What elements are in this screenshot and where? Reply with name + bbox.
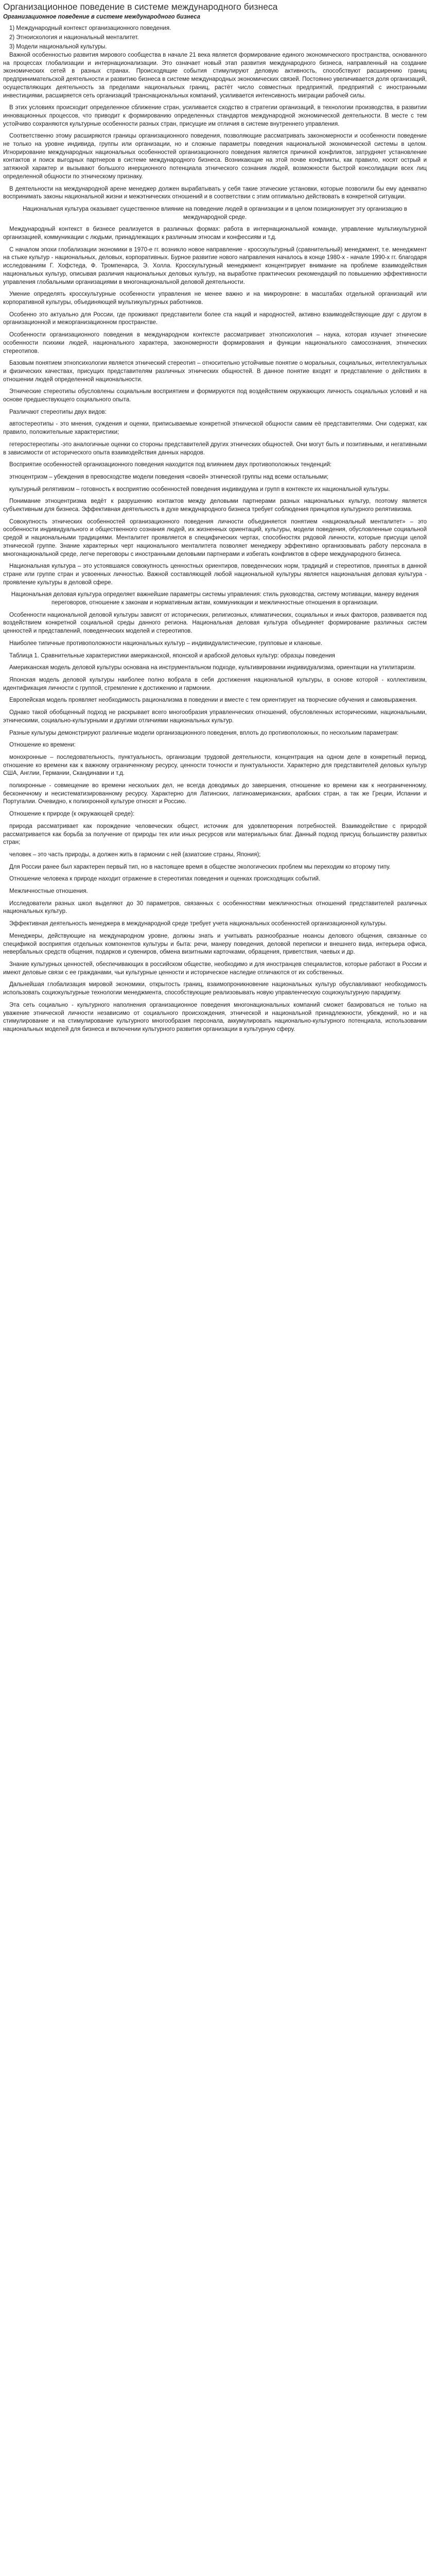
body-paragraph: Дальнейшая глобализация мировой экономики, открытость границ, взаимопроникновение национальных культур обуславливают необходимость использовать социокультурные технологии менеджмента, способствующие реализовывать новую управленческую социокультурную парадигму. — [3, 981, 427, 996]
body-paragraph: Эта сеть социально - культурного наполнения организационное поведения многонациональных компаний сможет базироваться не только на уважение этнической личности независимо от социального происхождения, этнической и национальной принадлежности, убеждений, но и на стимулирование и на стимулирование культурного многообразия персонала, аккумулировать национально-культурного потенциала, использовании национальных моделей для бизнеса и включении культурного развития организации в культурную сферу. — [3, 1002, 427, 1032]
outline-item: 1) Международный контекст организационного поведения. — [9, 25, 171, 31]
body-paragraph: Менеджеры, действующие на международном уровне, должны знать и учитывать разнообразные нюансы делового общения, связанные со спецификой восприятия отдельных компонентов культуры и быта: речи, манеру поведения, деловой переписки и внешнего вида, интерьера офиса, невербальных средств общения, подарков и сувениров, обмена визитными карточками, обращения, приветствия, чаевых и др. — [3, 933, 427, 956]
body-paragraph: гетеростереотипы -это аналогичные оценки со стороны представителей других этнических общностей. Они могут быть и позитивными, и негативными в зависимости от исторического опыта взаимодействия данных народов. — [3, 441, 427, 456]
body-paragraph: Межличностные отношения. — [9, 888, 88, 895]
body-paragraph: автостереотипы - это мнения, суждения и оценки, приписываемые конкретной этнической общности самим её представителями. Они содержат, как правило, положительные характеристики; — [3, 421, 427, 436]
body-paragraph: человек – это часть природы, а должен жить в гармонии с ней (азиатские страны, Япония); — [9, 851, 261, 858]
body-paragraph: Особенности организационного поведения в международном контексте рассматривает этнопсихология – наука, которая изучает этнические особенности психики людей, национального характера, закономерности формирования и функции национального самосознания, этнических стереотипов. — [3, 332, 427, 354]
body-paragraph: Базовым понятием этнопсихологии является этнический стереотип – относительно устойчивые понятие о моральных, социальных, интеллектуальных и физических качествах, присущих представителям различных этнических общностей. В данное понятие входят и представление о действиях в отношении людей определенной национальности. — [3, 360, 427, 383]
body-paragraph: В деятельности на международной арене менеджер должен вырабатывать у себя такие этические установки, которые позволили бы ему адекватно воспринимать законы национальной жизни и межэтнических отношений и в соответствии с этим оптимально действовать в конкретной ситуации. — [3, 185, 427, 200]
outline-item: 3) Модели национальной культуры. — [9, 44, 107, 50]
body-paragraph: Умение определять кросскультурные особенности управления не менее важно и на микроуровне: в масштабах отдельной организаций или корпоративной культуры, объединяющей мультикультурных работников. — [3, 291, 427, 306]
body-paragraph: Японская модель деловой культуры наиболее полно вобрала в себя достижения национальной культуры, в основе которой - коллективизм, идентификация личности с группой, стремление к достижению и гармонии. — [3, 677, 427, 691]
body-paragraph: Однако такой обобщенный подход не раскрывает всего многообразия управленческих отношений, обусловленных историческими, национальными, этническими, социально-культурными и другими отличиями национальных культур. — [3, 709, 427, 724]
outline-item: 2) Этноискология и национальный менталитет. — [9, 35, 139, 41]
body-paragraph: Особенно это актуально для России, где проживают представители более ста наций и народностей, активно взаимодействующие друг с другом в организационной и межорганизационном пространстве. — [3, 311, 427, 326]
body-paragraph: Исследователи разных школ выделяют до 30 параметров, связанных с особенностями межличностных отношений представителей различных национальных культур. — [3, 900, 427, 915]
body-paragraph: Важной особенностью развития мирового сообщества в начале 21 века является формирование единого экономического пространства, основанного на процессах глобализации и интернационализации. Это означает новый этап развития международного бизнеса, направленный на создание экономических сетей в разных странах. Происходящие события стимулируют деловую активность, способствуют расширению границ предпринимательской деятельности и развитию бизнеса в системе международных экономических связей. Постоянно увеличивается доля организаций, осуществляющих деятельность за пределами национальных границ, растёт число совместных предприятий, предприятий с иностранными инвестициями, расширяется сеть организаций транснациональных компаний, усиливается интенсивность миграции рабочей силы. — [3, 52, 427, 99]
body-paragraph: С началом эпохи глобализации экономики в 1970-е гг. возникло новое направление - кросскультурный (сравнительный) менеджмент, т.е. менеджмент на стыке культур - национальных, деловых, корпоративных. Бурное развитие нового направления началось в конце 1980-х - начале 1990-х гг. благодаря исследованиям Г. Хофстеда, Ф. Тромпенарса, Э. Холла. Кросскультурный менеджмент концентрирует внимание на проблеме взаимодействия национальных культур, описывая различия национальных деловых культур, на выработке практических рекомендаций по повышению эффективности управления глобальными организациями в многонациональной деловой деятельности. — [3, 246, 427, 285]
body-paragraph: В этих условиях происходит определенное сближение стран, усиливается сходство в стратегии организаций, в технологии производства, в развитии инновационных процессов, что приводит к формированию определенных стандартов международной экономической деятельности. В месте с тем устойчиво сохраняются культурные особенности разных стран, присущие им отличия в системе внутреннего управления. — [3, 105, 427, 127]
body-paragraph: Национальная культура оказывает существенное влияние на поведение людей в организации и в целом позиционирует эту организацию в международной среде. — [23, 206, 407, 221]
body-paragraph: Международный контекст в бизнесе реализуется в различных формах: работа в интернациональной команде, управление мультикультурной организацией, коммуникации с людьми, принадлежащих к различным этносам и конфессиям и т.д. — [3, 226, 427, 241]
body-paragraph: Таблица 1. Сравнительные характеристики американской, японской и арабской деловых культур: образцы поведения — [9, 652, 335, 659]
body-paragraph: Отношение к природе (к окружающей среде): — [9, 811, 135, 818]
body-paragraph: Европейская модель проявляет необходимость рационализма в поведении и вместе с тем ориентирует на творческие обучения и самовыражения. — [9, 697, 417, 704]
body-paragraph: Национальная культура – это устоявшаяся совокупность ценностных ориентиров, поведенческих норм, традиций и стереотипов, принятых в данной стране или группе стран и усвоенных личностью. Важной составляющей любой национальной культуры является национальная деловая культура - проявление культуры в деловой сфере. — [3, 563, 427, 586]
body-paragraph: Этнические стереотипы обусловлены социальным восприятием и формируются под воздействием окружающих личность социальных условий и на основе предшествующего социального опыта. — [3, 388, 427, 403]
body-paragraph: Наиболее типичные противоположности национальных культур – индивидуалистические, групповые и клановые. — [9, 640, 323, 647]
body-paragraph: этноцентризм – убеждения в превосходстве модели поведения «своей» этнической группы над всеми остальными; — [9, 473, 329, 480]
body-paragraph: Национальная деловая культура определяет важнейшие параметры системы управления: стиль руководства, систему мотивации, манеру ведения переговоров, отношение к законам и нормативным актам, коммуникации и межличностные отношения в организации. — [11, 591, 419, 606]
body-paragraph: Знание культурных ценностей, обеспечивающих в российском обществе, необходимо и для иностранцев специалистов, которые работают в России и имеют деловые связи с ее гражданами, чьи культурные ценности и историческое наследие отличаются от их собственных. — [3, 961, 427, 976]
body-paragraph: полихронные - совмещение во времени нескольких дел, не всегда доводимых до завершения, отношение ко времени как к неограниченному, бесконечному и несистематизированному ресурсу. Характерно для Латинских, латиноамериканских, арабских стран, а так же Греции, Испании и Португалии. Очевидно, к полихронной культуре относят и Россию. — [3, 783, 427, 805]
body-paragraph: Понимание этноцентризма ведёт к разрушению контактов между деловыми партнерами разных национальных культур, поэтому является субъективным для бизнеса. Эффективная деятельность в духе международного бизнеса требует соблюдения принципов культурного релятивизма. — [3, 498, 427, 513]
body-paragraph: Особенности национальной деловой культуры зависят от исторических, религиозных, климатических, социальных и иных факторов, развивается под воздействием конкретной социальной среды данного региона. Национальная деловая культура объединяет формирование различных систем ценностей и представлений, поведенческих моделей и стереотипов. — [3, 612, 427, 635]
body-paragraph: Разные культуры демонстрируют различные модели организационного поведения, вплоть до противоположных, по нескольким параметрам: — [9, 730, 399, 736]
body-paragraph: Для России ранее был характерен первый тип, но в настоящее время в обществе экологических проблем мы переходим ко второму типу. — [9, 863, 391, 870]
body-paragraph: монохронные – последовательность, пунктуальность, организации трудовой деятельности, концентрация на одном деле в конкретный период, отношение ко времени как к важному ограниченному ресурсу, ценности точности и пунктуальности. Характерно для представителей деловых культур США, Англии, Германии, Скандинавии и т.д. — [3, 754, 427, 777]
body-paragraph: Соответственно этому расширяются границы организационного поведения, позволяющие рассматривать закономерности и особенности поведение не только на уровне индивида, группы или организации, но и сложные параметры поведения национальной экономической системы в целом. Игнорирование международных национальных особенностей организационного поведения является причиной конфликтов, затрудняет установление контактов и поиск выгодных партнеров в системе международного бизнеса. Возникающие на этой почве конфликты, как правило, носят острый и затяжной характер и вызывают большого инерционного потенциала этнического сознания людей, возможности быстрой консолидации всех лиц определенной общности по этническому признаку. — [3, 133, 427, 180]
body-paragraph: Американская модель деловой культуры основана на инструментальном подходе, культивировании индивидуализма, ориентации на утилитаризм. — [9, 665, 416, 671]
document-page — [0, 0, 430, 1039]
section-heading: Организационное поведение в системе международного бизнеса — [3, 14, 200, 20]
outline-list — [3, 24, 427, 52]
body-paragraph: Восприятие особенностей организационного поведения находится под влиянием двух противоположных тенденций: — [9, 462, 332, 468]
body-paragraph: природа рассматривает как порождение человеческих общест, источник для удовлетворения потребностей. Взаимодействие с природой рассматривается как борьба за получение от природы тех или иных ресурсов или материальных благ. Данный подход присущ большинству развитых стран; — [3, 823, 427, 846]
body-paragraph: Различают стереотипы двух видов: — [9, 409, 107, 415]
document-body — [3, 52, 427, 1034]
page-title: Организационное поведение в системе международного бизнеса — [3, 2, 278, 12]
body-paragraph: Совокупность этнических особенностей организационного поведения личности объединяется понятием «национальный менталитет» – это особенности индивидуального и общественного сознания людей, их жизненных ориентаций, культуры, модели поведения, обусловленные социальной средой и национальными традициями. Менталитет проявляется в специфических чертах, способностях рядовой личности, которые присущи целой этнической группе. Знание характерных черт национального менталитета позволяет менеджеру эффективно организовывать работу персонала в многонациональной среде, легче переговоры с иностранными деловыми партнерами и избегать конфликтов в сфере международного бизнеса. — [3, 518, 427, 557]
body-paragraph: культурный релятивизм – готовность к восприятию особенностей поведения индивидуума и групп в контексте их национальной культуры. — [9, 486, 390, 493]
body-paragraph: Отношение человека к природе находит отражение в стереотипах поведения и оценках происходящих событий. — [9, 876, 321, 883]
body-paragraph: Отношение ко времени: — [9, 742, 76, 749]
body-paragraph: Эффективная деятельность менеджера в международной среде требует учета национальных особенностей организационной культуры. — [9, 921, 387, 927]
